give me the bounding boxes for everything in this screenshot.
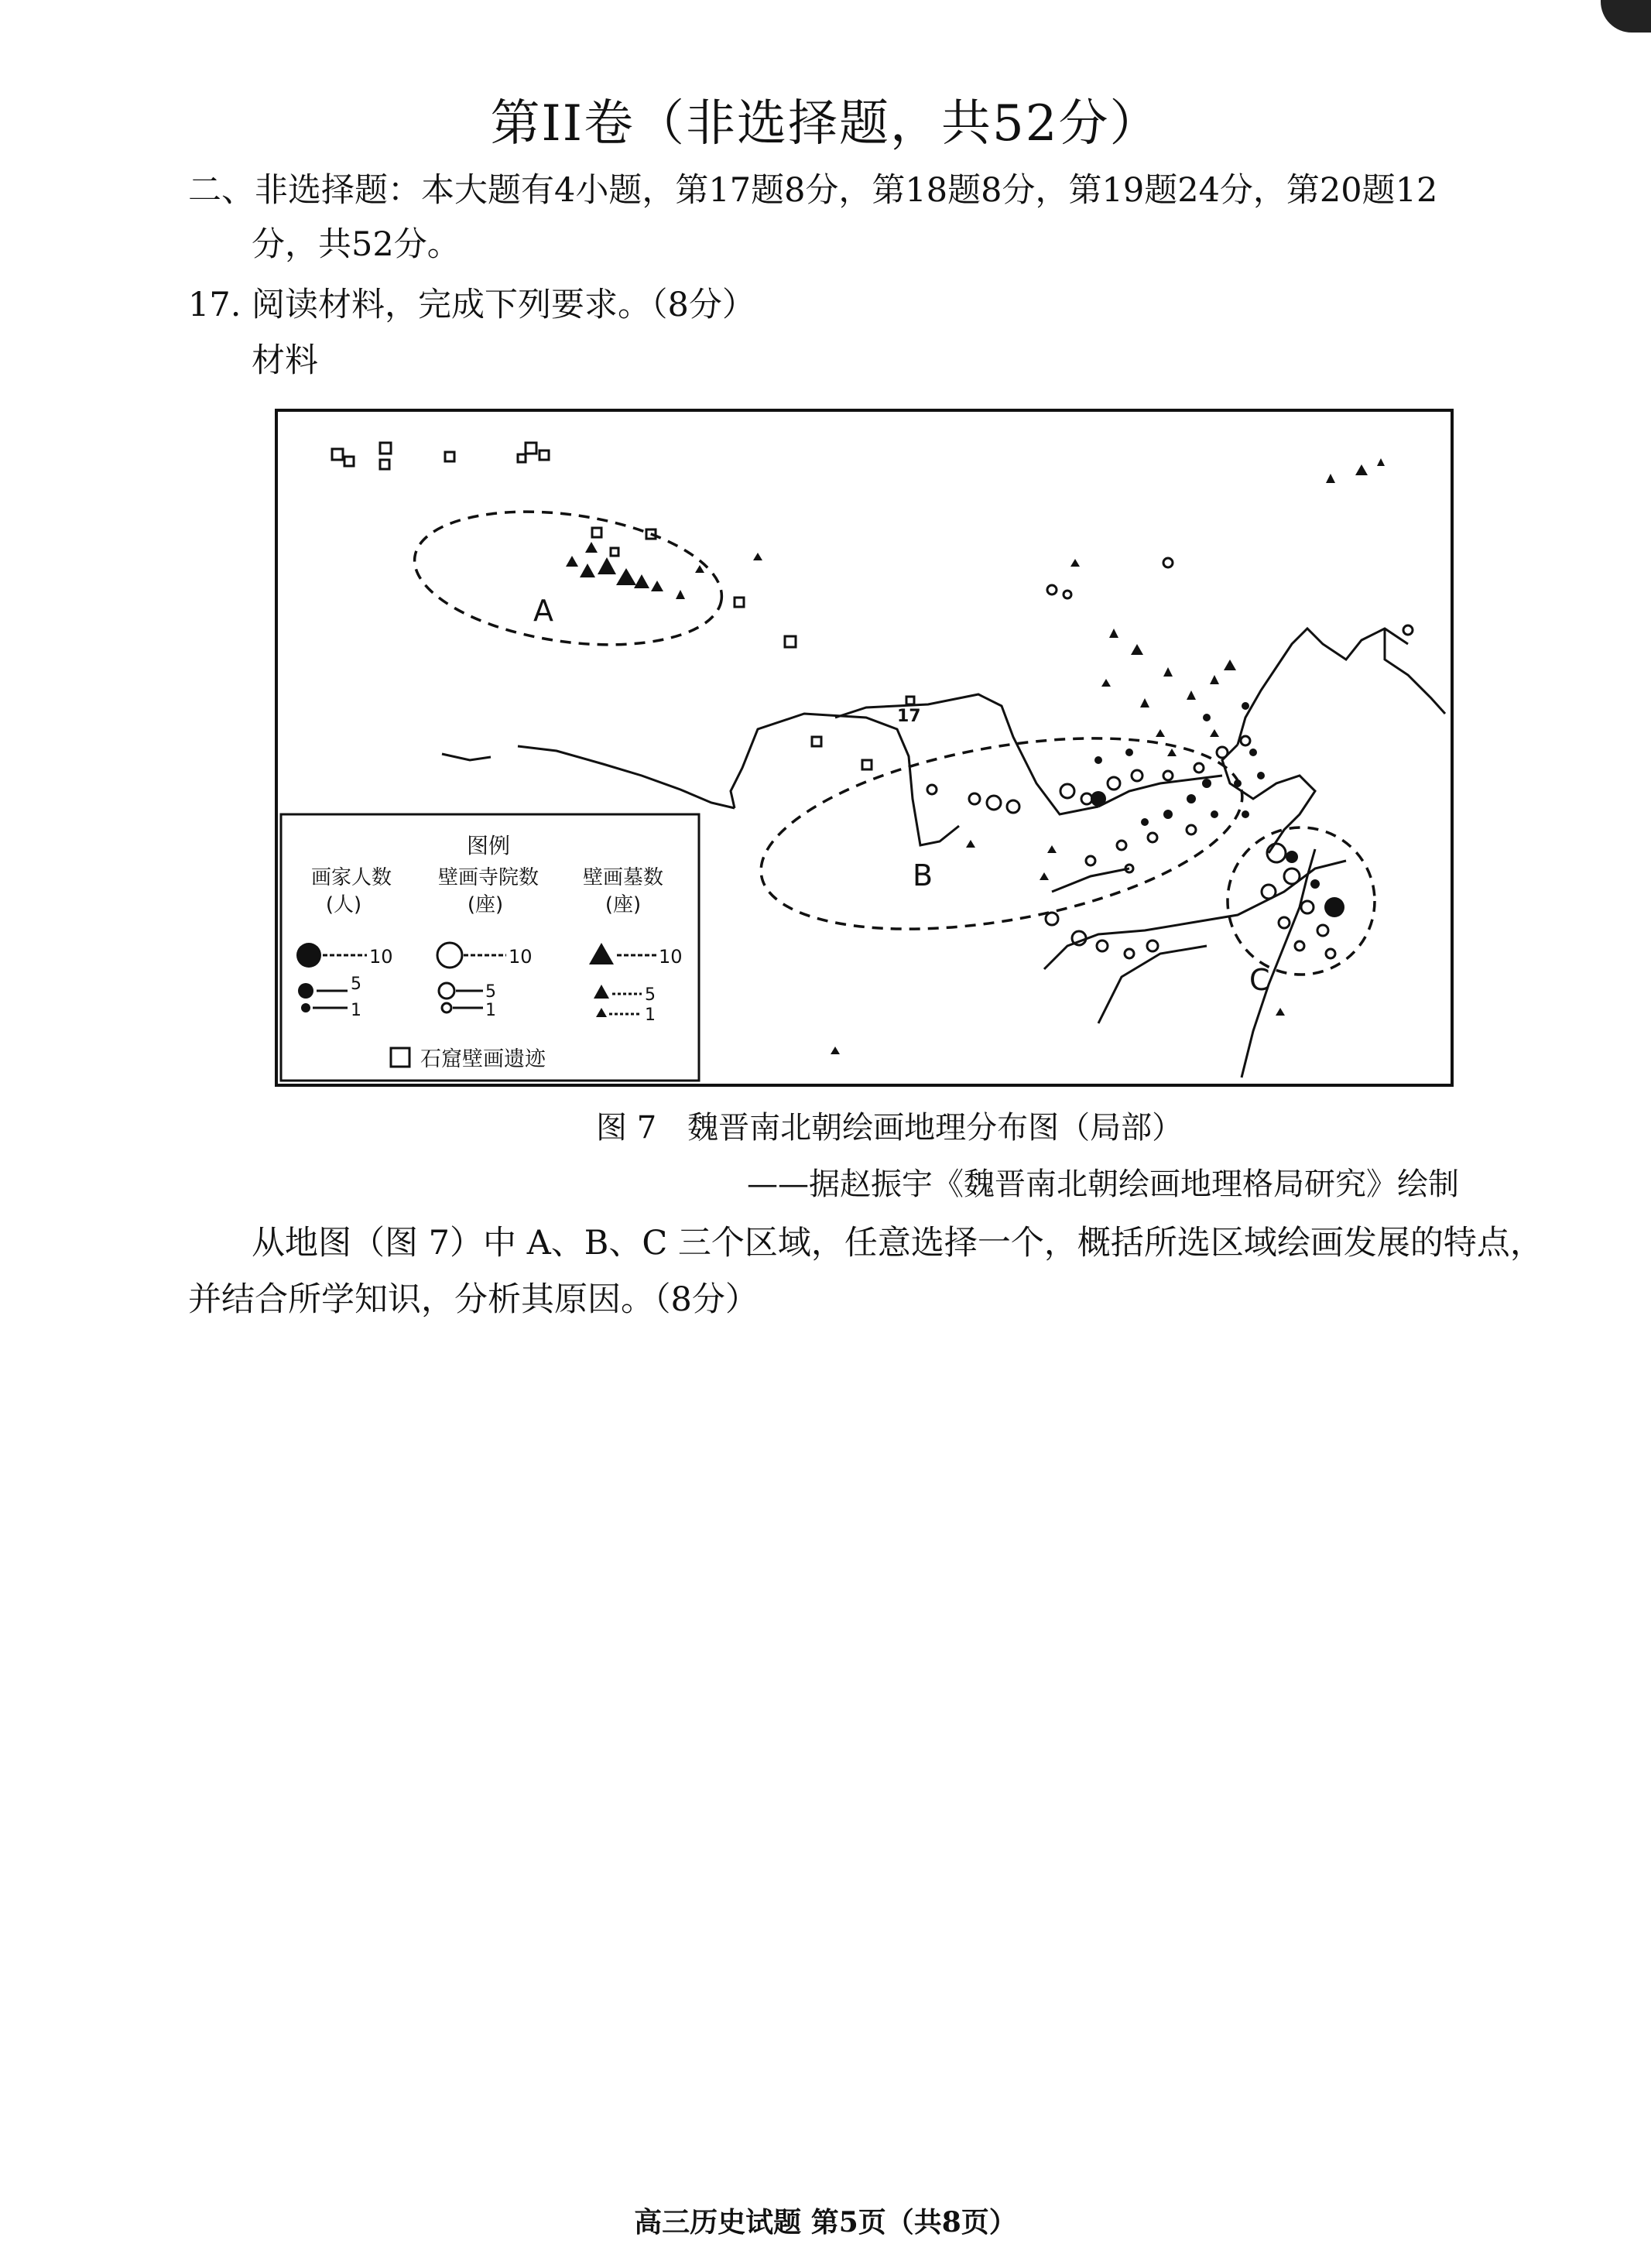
question-prompt-line-2: 并结合所学知识，分析其原因。（8分） [188,1280,759,1319]
legend-title: 图例 [466,833,511,858]
instructions-line-2: 分，共52分。 [252,225,461,264]
legend-painters-10: 10 [369,946,393,968]
legend-painters-1: 1 [351,1001,361,1020]
legend-tombs-title: 壁画墓数 [582,866,664,889]
cave-mural-markers [332,443,914,769]
distribution-map [275,409,1454,1087]
legend-temples-10: 10 [509,946,533,968]
question-17-heading: 17. 阅读材料，完成下列要求。（8分） [188,286,755,324]
map-canvas [278,412,1451,1084]
site-count-17: 17 [897,707,921,726]
legend-painters-5: 5 [351,975,361,994]
legend-temples-1: 1 [485,1001,496,1020]
region-b-ellipse [746,706,1256,961]
legend-temples-title: 壁画寺院数 [437,866,539,889]
painter-temple-markers [927,558,1413,958]
legend-temples-unit: (座) [467,893,504,916]
instructions-line-1: 二、非选择题：本大题有4小题，第17题8分，第18题8分，第19题24分，第20题12 [188,171,1438,210]
legend-tombs-5: 5 [645,985,656,1005]
legend-tombs-1: 1 [645,1006,656,1025]
legend-temples-5: 5 [485,982,496,1002]
legend-tombs-unit: (座) [605,893,642,916]
region-a-ellipse [406,494,731,663]
figure-source: ——据赵振宇《魏晋南北朝绘画地理格局研究》绘制 [747,1167,1459,1202]
section-title: 第II卷（非选择题，共52分） [490,95,1161,152]
page-footer: 高三历史试题 第5页（共8页） [634,2206,1017,2239]
region-a-label: A [533,594,553,628]
map-legend [281,814,699,1081]
legend-tombs-10: 10 [659,946,683,968]
material-label: 材料 [252,341,318,380]
figure-caption: 图 7 魏晋南北朝绘画地理分布图（局部） [596,1110,1183,1146]
scan-blot [1601,0,1651,33]
region-c-label: C [1249,963,1270,997]
question-prompt-line-1: 从地图（图 7）中 A、B、C 三个区域，任意选择一个，概括所选区域绘画发展的特点， [252,1224,1543,1262]
legend-painters-unit: (人) [325,893,362,916]
legend-cave-label: 石窟壁画遗迹 [420,1047,546,1071]
region-b-label: B [913,858,933,892]
legend-painters-title: 画家人数 [310,866,392,889]
